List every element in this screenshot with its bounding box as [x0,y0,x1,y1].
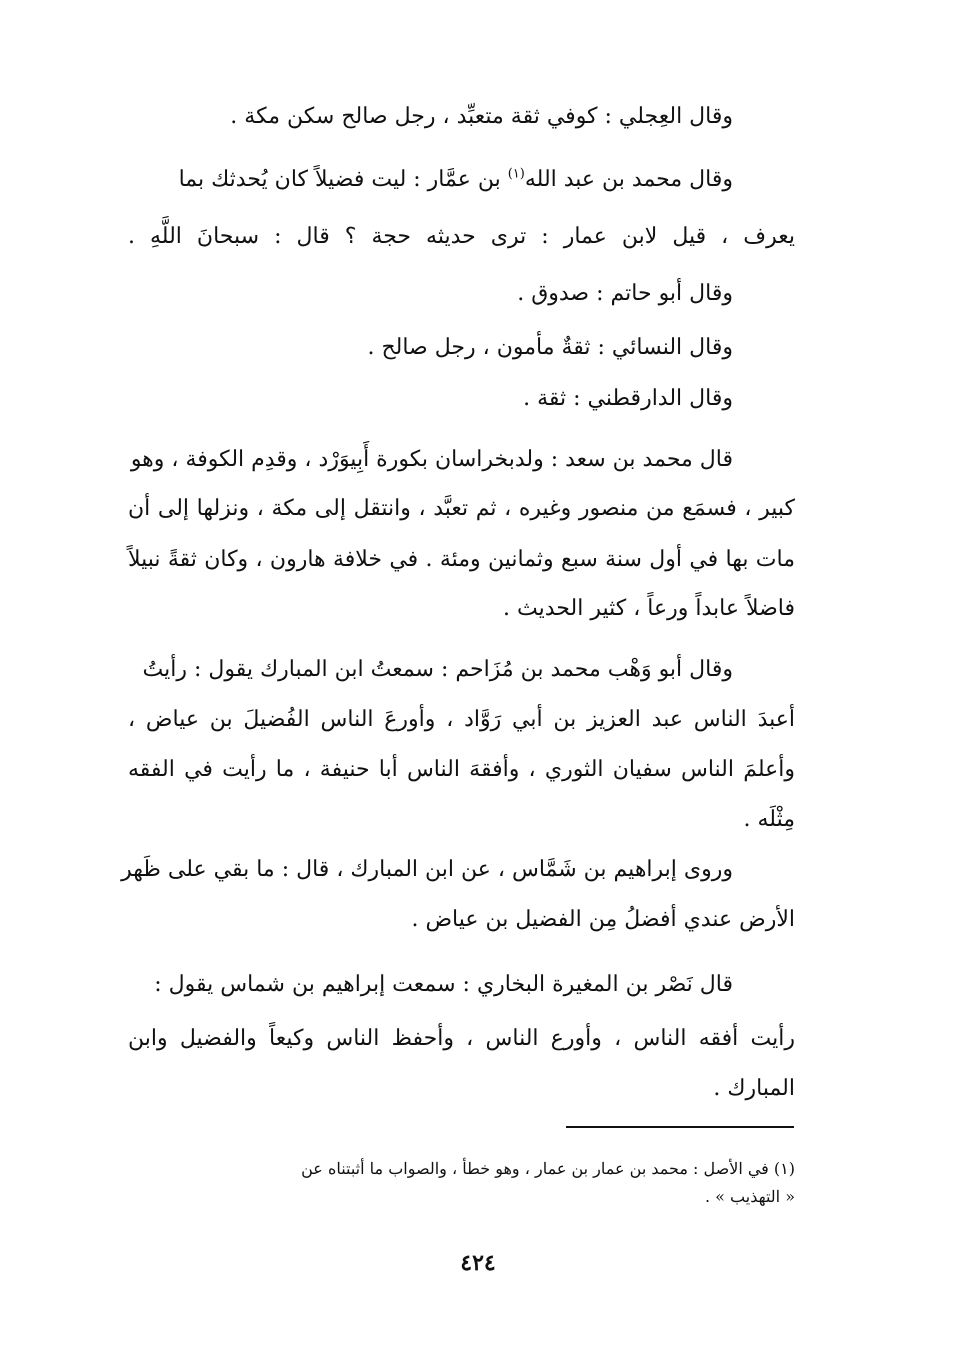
footnote-marker[interactable]: (١) [507,166,525,182]
text-line: مات بها في أول سنة سبع وثمانين ومئة . في خلافة هارون ، وكان ثقةً نبيلاً [128,547,795,572]
text-line: مِثْلَه . [743,807,795,832]
footnote-line: (١) في الأصل : محمد بن عمار بن عمار ، وهو خطأ ، والصواب ما أثبتناه عن [301,1159,795,1178]
text-line: رأيت أفقه الناس ، وأورع الناس ، وأحفظ الناس وكيعاً والفضيل وابن [128,1026,795,1051]
text-segment: وقال محمد بن عبد الله [524,167,733,192]
text-line: وروى إبراهيم بن شَمَّاس ، عن ابن المبارك ، قال : ما بقي على ظَهر [121,857,733,882]
text-line: وقال النسائي : ثقةٌ مأمون ، رجل صالح . [367,335,733,360]
text-line: أعبدَ الناس عبد العزيز بن أبي رَوَّاد ، وأورعَ الناس الفُضيلَ بن عياض ، [128,707,795,732]
text-segment: بن عمَّار : ليت فضيلاً كان يُحدثك بما [178,167,508,192]
text-line [128,165,733,195]
text-line: كبير ، فسمَع من منصور وغيره ، ثم تعبَّد ، وانتقل إلى مكة ، ونزلها إلى أن [128,496,795,521]
footnote-separator [566,1126,794,1128]
text-line: وقال أبو وَهْب محمد بن مُزَاحم : سمعتُ ابن المبارك يقول : رأيتُ [142,657,733,682]
text-line: وأعلمَ الناس سفيان الثوري ، وأفقهَ الناس أبا حنيفة ، ما رأيت في الفقه [128,757,795,782]
text-line: فاضلاً عابداً ورعاً ، كثير الحديث . [503,596,795,621]
text-line: وقال العِجلي : كوفي ثقة متعبِّد ، رجل صالح سكن مكة . [230,104,733,129]
text-line: قال نَصْر بن المغيرة البخاري : سمعت إبراهيم بن شماس يقول : [154,972,733,997]
text-line: المبارك . [713,1076,795,1101]
text-line: وقال أبو حاتم : صدوق . [517,281,733,306]
footnote-line: « التهذيب » . [704,1187,795,1206]
text-line: وقال الدارقطني : ثقة . [523,386,733,411]
text-line: قال محمد بن سعد : ولدبخراسان بكورة أَبِيوَرْد ، وقدِم الكوفة ، وهو [130,447,733,472]
page-number: ٤٢٤ [460,1250,496,1276]
text-line: يعرف ، قيل لابن عمار : ترى حديثه حجة ؟ قال : سبحانَ اللَّهِ . [128,224,795,249]
text-line: الأرض عندي أفضلُ مِن الفضيل بن عياض . [411,907,795,932]
